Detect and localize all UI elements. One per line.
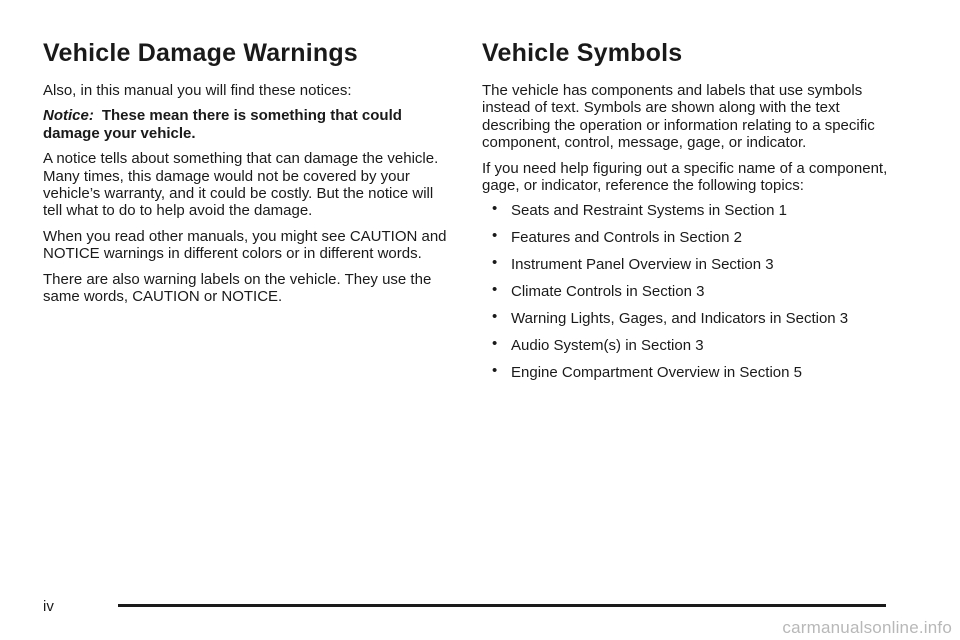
symbols-intro-paragraph: The vehicle has components and labels that use symbols instead of text. Symbols are shown along with the text describing the operation or information relating to a specific component, control, message, gage, or indicator. [482, 82, 875, 152]
topic-label: Warning Lights, Gages, and Indicators in Section 3 [511, 310, 849, 328]
topic-label: Audio System(s) in Section 3 [511, 336, 704, 354]
list-item [482, 256, 902, 273]
notice-label: Notice: [43, 107, 94, 125]
symbols-help-paragraph: If you need help figuring out a specific name of a component, gage, or indicator, reference the following topics: [482, 159, 888, 195]
topic-label: Engine Compartment Overview in Section 5 [511, 363, 802, 381]
right-column [482, 38, 902, 391]
topic-label: Features and Controls in Section 2 [511, 229, 742, 247]
intro-paragraph: Also, in this manual you will find these notices: [43, 82, 352, 99]
warning-labels-paragraph: There are also warning labels on the vehicle. They use the same words, CAUTION or NOTICE. [43, 270, 432, 306]
page-number: iv [43, 598, 54, 615]
section-title-vehicle-damage-warnings: Vehicle Damage Warnings [43, 39, 358, 67]
topic-label: Seats and Restraint Systems in Section 1 [511, 202, 787, 220]
footer-divider [118, 604, 886, 607]
bullet-icon: • [492, 254, 498, 272]
topic-label: Climate Controls in Section 3 [511, 283, 705, 301]
bullet-icon: • [492, 334, 498, 352]
topic-label: Instrument Panel Overview in Section 3 [511, 256, 774, 274]
list-item [482, 310, 902, 327]
bullet-icon: • [492, 200, 498, 218]
notice-paragraph [43, 107, 453, 142]
bullet-icon: • [492, 308, 498, 326]
list-item [482, 202, 902, 219]
topics-list [482, 202, 902, 381]
section-title-vehicle-symbols: Vehicle Symbols [482, 39, 683, 67]
bullet-icon: • [492, 281, 498, 299]
list-item [482, 283, 902, 300]
list-item [482, 334, 902, 354]
left-column [43, 38, 453, 313]
list-item [482, 361, 902, 381]
other-manuals-paragraph: When you read other manuals, you might see CAUTION and NOTICE warnings in different colors or in different words. [43, 227, 447, 263]
bullet-icon: • [492, 227, 498, 245]
list-item [482, 229, 902, 246]
bullet-icon: • [492, 361, 498, 379]
notice-text: These mean there is something that could damage your vehicle. [43, 107, 402, 142]
notice-description-paragraph: A notice tells about something that can damage the vehicle. Many times, this damage would not be covered by your vehicle’s warranty, and it could be costly. But the notice will tell what to do to help avoid the damage. [43, 150, 439, 220]
watermark: carmanualsonline.info [782, 618, 952, 637]
